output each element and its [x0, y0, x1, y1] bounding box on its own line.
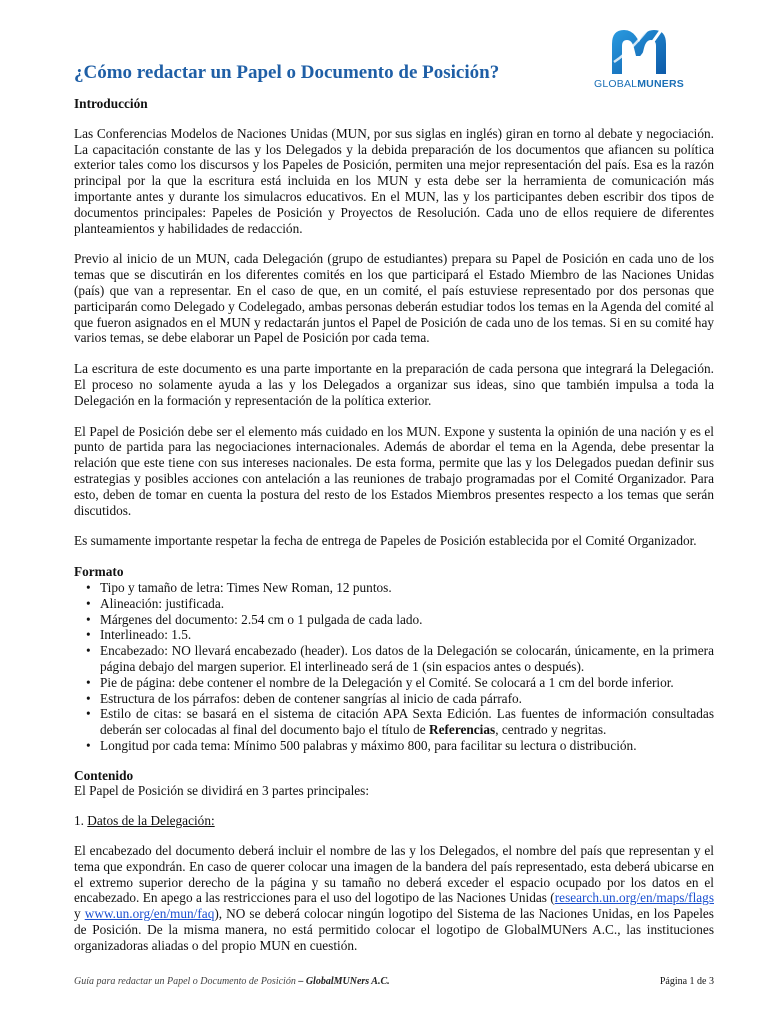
link-un-mun-faq[interactable]: www.un.org/en/mun/faq [84, 906, 215, 922]
list-item: • Alineación: justificada. [74, 596, 714, 612]
intro-paragraph-5: Es sumamente importante respetar la fecha de entrega de Papeles de Posición establecida por el Comité Organizador. [74, 533, 697, 549]
list-item: • Márgenes del documento: 2.54 cm o 1 pulgada de cada lado. [74, 612, 714, 628]
intro-paragraph-1: Las Conferencias Modelos de Naciones Unidas (MUN, por sus siglas en inglés) giran en torno al debate y negociación. La capacitación constante de las y los Delegados y la debida preparación de los documentos que afiancen su política exterior tales como los discursos y los Papeles de Posición, permiten una mejor representación del país. Esa es la razón principal por la que la escritura está incluida en los MUN y esta debe ser la herramienta de comunicación más importante antes y durante los simulacros educativos. En el MUN, las y los participantes deben escribir dos tipos de documentos principales: Papeles de Posición y Proyectos de Resolución. Cada uno de ellos requiere de diferentes planteamientos y habilidades de redacción. [74, 125, 714, 236]
globalmuners-logo [594, 22, 684, 98]
list-item: • Pie de página: debe contener el nombre de la Delegación y el Comité. Se colocará a 1 cm del borde inferior. [74, 675, 714, 691]
list-item: • Estilo de citas: se basará en el sistema de citación APA Sexta Edición. Las fuentes de información consultadas deberán ser colocadas al final del documento bajo el título de Referencias, centrado y negritas. [74, 706, 714, 738]
list-item: • Longitud por cada tema: Mínimo 500 palabras y máximo 800, para facilitar su lectura o distribución. [74, 738, 714, 754]
list-item: • Interlineado: 1.5. [74, 627, 714, 643]
heading-formato: Formato [74, 564, 124, 580]
footer-document-title: Guía para redactar un Papel o Documento de Posición – GlobalMUNers A.C. [74, 976, 390, 987]
referencias-bold: Referencias [428, 722, 496, 738]
heading-contenido: Contenido [74, 767, 134, 783]
subheading-datos-delegacion: 1. Datos de la Delegación: [74, 813, 215, 829]
contenido-paragraph: El encabezado del documento deberá incluir el nombre de las y los Delegados, el nombre del país que representan y el tema que expondrán. En caso de querer colocar una imagen de la bandera del país representado, esta deberá ubicarse en el extremo superior derecho de la página y su tamaño no deberá exceder el espacio ocupado por los datos en el encabezado. En apego a las restricciones para el uso del logotipo de las Naciones Unidas (research.un.org/en/maps/flags y www.un.org/en/mun/faq), NO se deberá colocar ningún logotipo del Sistema de las Naciones Unidas, en los Papeles de Posición. De la misma manera, no está permitido colocar el logotipo de GlobalMUNers A.C., las instituciones organizadoras aliadas o del propio MUN en cuestión. [74, 843, 714, 953]
page-footer [74, 976, 714, 987]
globalmuners-m-icon [606, 22, 672, 78]
intro-paragraph-2: Previo al inicio de un MUN, cada Delegación (grupo de estudiantes) prepara su Papel de Posición en cada uno de los temas que se discutirán en los diferentes comités en los que participará el Estado Miembro de las Naciones Unidas (país) que van a representar. En el caso de que, en un comité, el país estuviese representado por dos personas que participarán como Delegado y Codelegado, ambas personas deberán estudiar todos los temas en la Agenda del comité al que fueron asignados en el MUN y redactarán juntos el Papel de Posición de cada uno de los temas. Si en su comité hay varios temas, se debe elaborar un Papel de Posición por cada tema. [74, 251, 714, 346]
list-item: • Tipo y tamaño de letra: Times New Roman, 12 puntos. [74, 580, 714, 596]
link-un-flags[interactable]: research.un.org/en/maps/flags [554, 890, 714, 906]
document-body [74, 96, 714, 969]
formato-list [74, 580, 714, 754]
heading-introduccion: Introducción [74, 96, 148, 111]
page-number: Página 1 de 3 [659, 976, 714, 987]
list-item: • Estructura de los párrafos: deben de contener sangrías al inicio de cada párrafo. [74, 691, 714, 707]
list-item: • Encabezado: NO llevará encabezado (header). Los datos de la Delegación se colocarán, únicamente, en la primera página debajo del margen superior. El interlineado será de 1 (sin espacios antes o después). [74, 643, 714, 675]
logo-wordmark: GLOBALMUNERS [594, 78, 684, 90]
intro-paragraph-4: El Papel de Posición debe ser el elemento más cuidado en los MUN. Expone y sustenta la opinión de una nación y es el punto de partida para las negociaciones internacionales. Además de abordar el tema en la Agenda, debe presentar la relación que este tiene con sus intereses nacionales. De esta forma, permite que las y los Delegados puedan definir sus estrategias y posibles acciones con antelación a las reuniones de trabajo programadas por el Comité Organizador. Para esto, deben de tomar en cuenta la postura del resto de los Estados Miembros presentes respecto a los temas que serán discutidos. [74, 423, 714, 518]
contenido-intro: El Papel de Posición se dividirá en 3 partes principales: [74, 783, 370, 799]
page-title: ¿Cómo redactar un Papel o Documento de Posición? [74, 62, 500, 83]
intro-paragraph-3: La escritura de este documento es una parte importante en la preparación de cada persona que integrará la Delegación. El proceso no solamente ayuda a las y los Delegados a organizar sus ideas, sino que también impulsa a toda la Delegación en la formación y representación de la política exterior. [74, 361, 714, 408]
